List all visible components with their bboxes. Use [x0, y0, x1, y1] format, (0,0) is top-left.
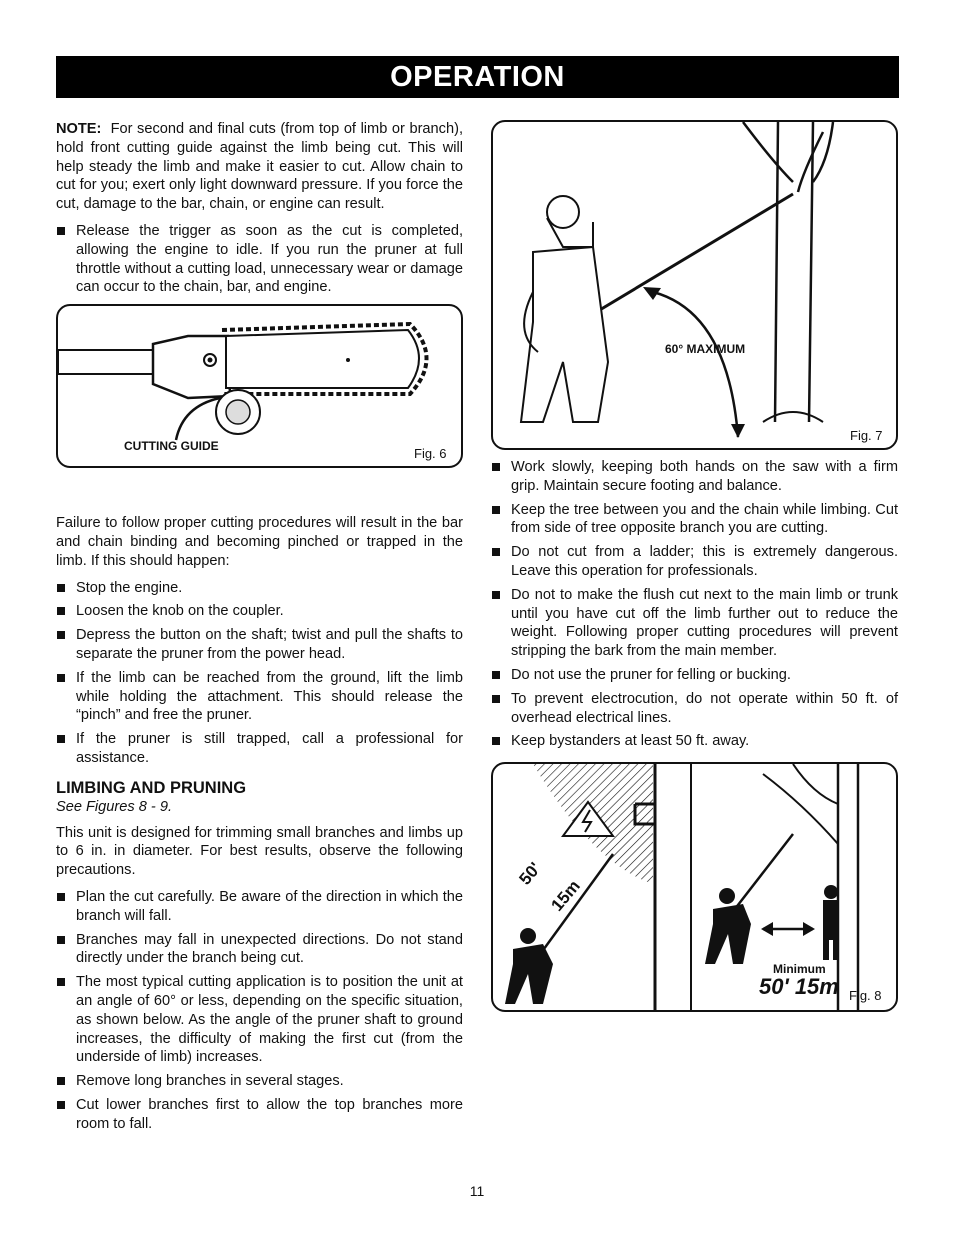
figure-7 [491, 120, 898, 450]
list-item: Do not use the pruner for felling or bucking. [491, 666, 898, 685]
failure-paragraph: Failure to follow proper cutting procedures will result in the bar and chain binding and becoming pinched or trapped in the limb. If this should happen: [56, 515, 463, 569]
intro-paragraph: This unit is designed for trimming small branches and limbs up to 6 in. in diameter. For best results, observe the following precautions. [56, 824, 463, 879]
square-bullet-icon [57, 607, 65, 615]
square-bullet-icon [492, 548, 500, 556]
bullet-list-3 [56, 888, 463, 1134]
list-item: If the limb can be reached from the ground, lift the limb while holding the attachment. This should release the “pinch” and free the pruner. [56, 669, 463, 725]
square-bullet-icon [57, 1101, 65, 1109]
figure-label: Fig. 7 [850, 428, 883, 443]
minimum-label: Minimum [773, 962, 826, 976]
figure-label: Fig. 6 [414, 446, 447, 461]
note-text: For second and final cuts (from top of limb or branch), hold front cutting guide against the limb being cut. This will help steady the limb and make it easier to cut. Allow chain to cut for you; exert only light downward pressure. If you force the cut, damage to the bar, chain, or engine can result. [56, 121, 463, 213]
list-item: Release the trigger as soon as the cut is completed, allowing the engine to idle. If you run the pruner at full throttle without a cutting load, unnecessary wear or damage can occur to the chain, bar, and engine. [56, 222, 463, 297]
see-figures-note: See Figures 8 - 9. [56, 798, 172, 815]
square-bullet-icon [57, 893, 65, 901]
square-bullet-icon [57, 227, 65, 235]
square-bullet-icon [57, 978, 65, 986]
list-item: Remove long branches in several stages. [56, 1072, 463, 1091]
square-bullet-icon [492, 671, 500, 679]
list-item: Stop the engine. [56, 579, 463, 598]
list-item: Keep the tree between you and the chain while limbing. Cut from side of tree opposite branch you are cutting. [491, 501, 898, 539]
square-bullet-icon [57, 1077, 65, 1085]
square-bullet-icon [492, 737, 500, 745]
right-column [491, 458, 898, 756]
list-item: If the pruner is still trapped, call a professional for assistance. [56, 730, 463, 768]
list-item: Keep bystanders at least 50 ft. away. [491, 732, 898, 751]
list-item: Work slowly, keeping both hands on the saw with a firm grip. Maintain secure footing and balance. [491, 458, 898, 496]
list-item: Plan the cut carefully. Be aware of the direction in which the branch will fall. [56, 888, 463, 926]
list-item: Do not cut from a ladder; this is extremely dangerous. Leave this operation for professionals. [491, 543, 898, 581]
square-bullet-icon [57, 735, 65, 743]
bullet-list-right [491, 458, 898, 751]
square-bullet-icon [492, 506, 500, 514]
page-title: OPERATION [56, 56, 899, 98]
list-item: Do not to make the flush cut next to the main limb or trunk until you have cut off the limb further out to reduce the weight. Following proper cutting procedures will prevent stripping the bark from the main member. [491, 586, 898, 661]
list-item: Depress the button on the shaft; twist and pull the shafts to separate the pruner from the power head. [56, 626, 463, 664]
page-number: 11 [469, 1183, 485, 1199]
list-item: Loosen the knob on the coupler. [56, 602, 463, 621]
list-item: To prevent electrocution, do not operate within 50 ft. of overhead electrical lines. [491, 690, 898, 728]
note-label: NOTE: [56, 121, 102, 137]
distance-50ft-label: 50' [515, 858, 545, 889]
left-column [56, 120, 463, 1138]
minimum-distance-label: 50' 15m [759, 974, 839, 999]
square-bullet-icon [57, 631, 65, 639]
pruning-angle-illustration [493, 122, 896, 448]
figure-label: Fig. 8 [849, 988, 882, 1003]
list-item: Cut lower branches first to allow the top branches more room to fall. [56, 1096, 463, 1134]
figure-6 [56, 304, 463, 468]
distance-15m-label: 15m [547, 876, 584, 915]
list-item: Branches may fall in unexpected directions. Do not stand directly under the branch being cut. [56, 931, 463, 969]
note-paragraph [56, 120, 463, 214]
square-bullet-icon [492, 591, 500, 599]
square-bullet-icon [492, 463, 500, 471]
bullet-list-1 [56, 222, 463, 297]
sixty-degree-callout: 60° MAXIMUM [665, 342, 746, 356]
list-item: The most typical cutting application is to position the unit at an angle of 60° or less, depending on the specific situation, as shown below. As the angle of the pruner shaft to ground increases, the difficulty of making the first cut (from the underside of limb) increases. [56, 973, 463, 1067]
square-bullet-icon [57, 674, 65, 682]
square-bullet-icon [57, 936, 65, 944]
section-heading: LIMBING AND PRUNING [56, 778, 247, 797]
bullet-list-2 [56, 579, 463, 768]
square-bullet-icon [492, 695, 500, 703]
pruner-head-illustration [58, 306, 461, 466]
square-bullet-icon [57, 584, 65, 592]
figure-8 [491, 762, 898, 1012]
cutting-guide-callout: CUTTING GUIDE [124, 439, 219, 453]
